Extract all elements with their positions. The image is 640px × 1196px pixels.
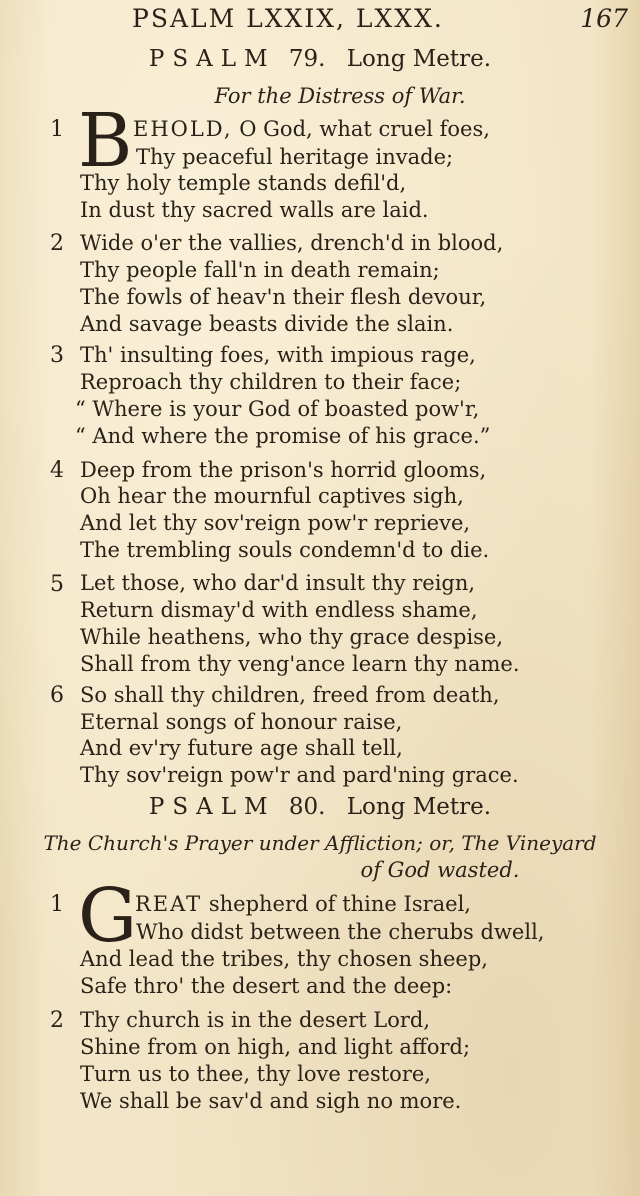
psalm-79-verse-1-caps: EHOLD, [133,117,233,141]
psalm-79-verse-5-line-4: Shall from thy veng'ance learn thy name. [80,652,520,676]
psalm-80-drop-cap: G [78,873,138,959]
psalm-79-verse-5-line-3: While heathens, who thy grace despise, [80,625,504,649]
psalm-79-subtitle: For the Distress of War. [214,84,466,108]
psalm-79-verse-2-line-3: The fowls of heav'n their flesh devour, [80,285,487,309]
psalm-79-verse-2-line-4: And savage beasts divide the slain. [80,312,454,336]
psalm-79-verse-4-number: 4 [50,458,64,483]
running-head: PSALM LXXIX, LXXX. [132,4,444,33]
psalm-80-verse-1-first-rest: shepherd of thine Israel, [202,892,471,916]
psalm-80-verse-1-line-2: Who didst between the cherubs dwell, [136,920,545,944]
psalm-79-verse-2-line-2: Thy people fall'n in death remain; [80,258,440,282]
psalm-80-verse-1-number: 1 [50,892,64,917]
psalm-79-verse-6-line-1: So shall thy children, freed from death, [80,683,500,707]
psalm-79-heading [0,46,640,72]
psalm-79-verse-3-line-4: “ And where the promise of his grace.” [75,424,491,448]
psalm-79-verse-6-line-3: And ev'ry future age shall tell, [80,736,403,760]
psalm-79-verse-6-number: 6 [50,683,64,708]
psalm-79-verse-3-number: 3 [50,343,64,368]
psalm-80-verse-2-line-4: We shall be sav'd and sigh no more. [80,1089,462,1113]
psalm-80-heading-word: PSALM [148,794,276,820]
psalm-80-verse-2-line-3: Turn us to thee, thy love restore, [80,1062,431,1086]
psalm-79-verse-1-line-4: In dust thy sacred walls are laid. [80,198,429,222]
page-number: 167 [580,4,628,33]
psalm-79-heading-number: 79. [288,46,326,72]
psalm-80-verse-2-number: 2 [50,1008,64,1033]
psalm-79-verse-6-line-4: Thy sov'reign pow'r and pard'ning grace. [80,763,519,787]
psalm-79-verse-4-line-2: Oh hear the mournful captives sigh, [80,484,464,508]
psalm-79-verse-2-line-1: Wide o'er the vallies, drench'd in blood, [80,231,504,255]
psalm-79-drop-cap: B [78,98,133,184]
psalm-79-verse-4-line-4: The trembling souls condemn'd to die. [80,538,490,562]
psalm-79-verse-1-line-2: Thy peaceful heritage invade; [136,145,454,169]
psalm-79-verse-6-line-2: Eternal songs of honour raise, [80,710,403,734]
psalm-80-verse-1-line-1 [135,890,471,918]
psalm-80-subtitle-line-2: of God wasted. [360,858,520,882]
psalm-80-verse-2-line-2: Shine from on high, and light afford; [80,1035,471,1059]
psalm-80-verse-1-caps: REAT [135,892,203,916]
psalm-80-heading [0,794,640,820]
psalm-79-verse-5-number: 5 [50,572,64,597]
psalm-79-verse-4-line-1: Deep from the prison's horrid glooms, [80,458,487,482]
psalm-79-verse-3-line-3: “ Where is your God of boasted pow'r, [75,397,480,421]
psalm-79-verse-1-line-1 [133,115,490,143]
psalm-79-verse-3-line-1: Th' insulting foes, with impious rage, [80,343,476,367]
psalm-79-heading-metre: Long Metre. [346,46,492,72]
psalm-79-verse-1-first-rest: O God, what cruel foes, [232,117,490,141]
psalm-79-verse-5-line-2: Return dismay'd with endless shame, [80,598,478,622]
psalm-79-verse-5-line-1: Let those, who dar'd insult thy reign, [80,571,476,595]
psalm-80-heading-number: 80. [288,794,326,820]
psalm-80-verse-2-line-1: Thy church is in the desert Lord, [80,1008,431,1032]
psalm-79-verse-1-line-3: Thy holy temple stands defil'd, [80,171,407,195]
psalm-79-heading-word: PSALM [148,46,276,72]
psalm-80-verse-1-line-4: Safe thro' the desert and the deep: [80,974,453,998]
psalm-79-verse-2-number: 2 [50,231,64,256]
psalm-79-verse-4-line-3: And let thy sov'reign pow'r reprieve, [80,511,471,535]
psalm-80-subtitle-line-1: The Church's Prayer under Affliction; or, The Vineyard [43,831,597,855]
psalm-79-verse-1-number: 1 [50,117,64,142]
psalm-80-heading-metre: Long Metre. [346,794,492,820]
psalm-80-verse-1-line-3: And lead the tribes, thy chosen sheep, [80,947,488,971]
psalm-79-verse-3-line-2: Reproach thy children to their face; [80,370,462,394]
